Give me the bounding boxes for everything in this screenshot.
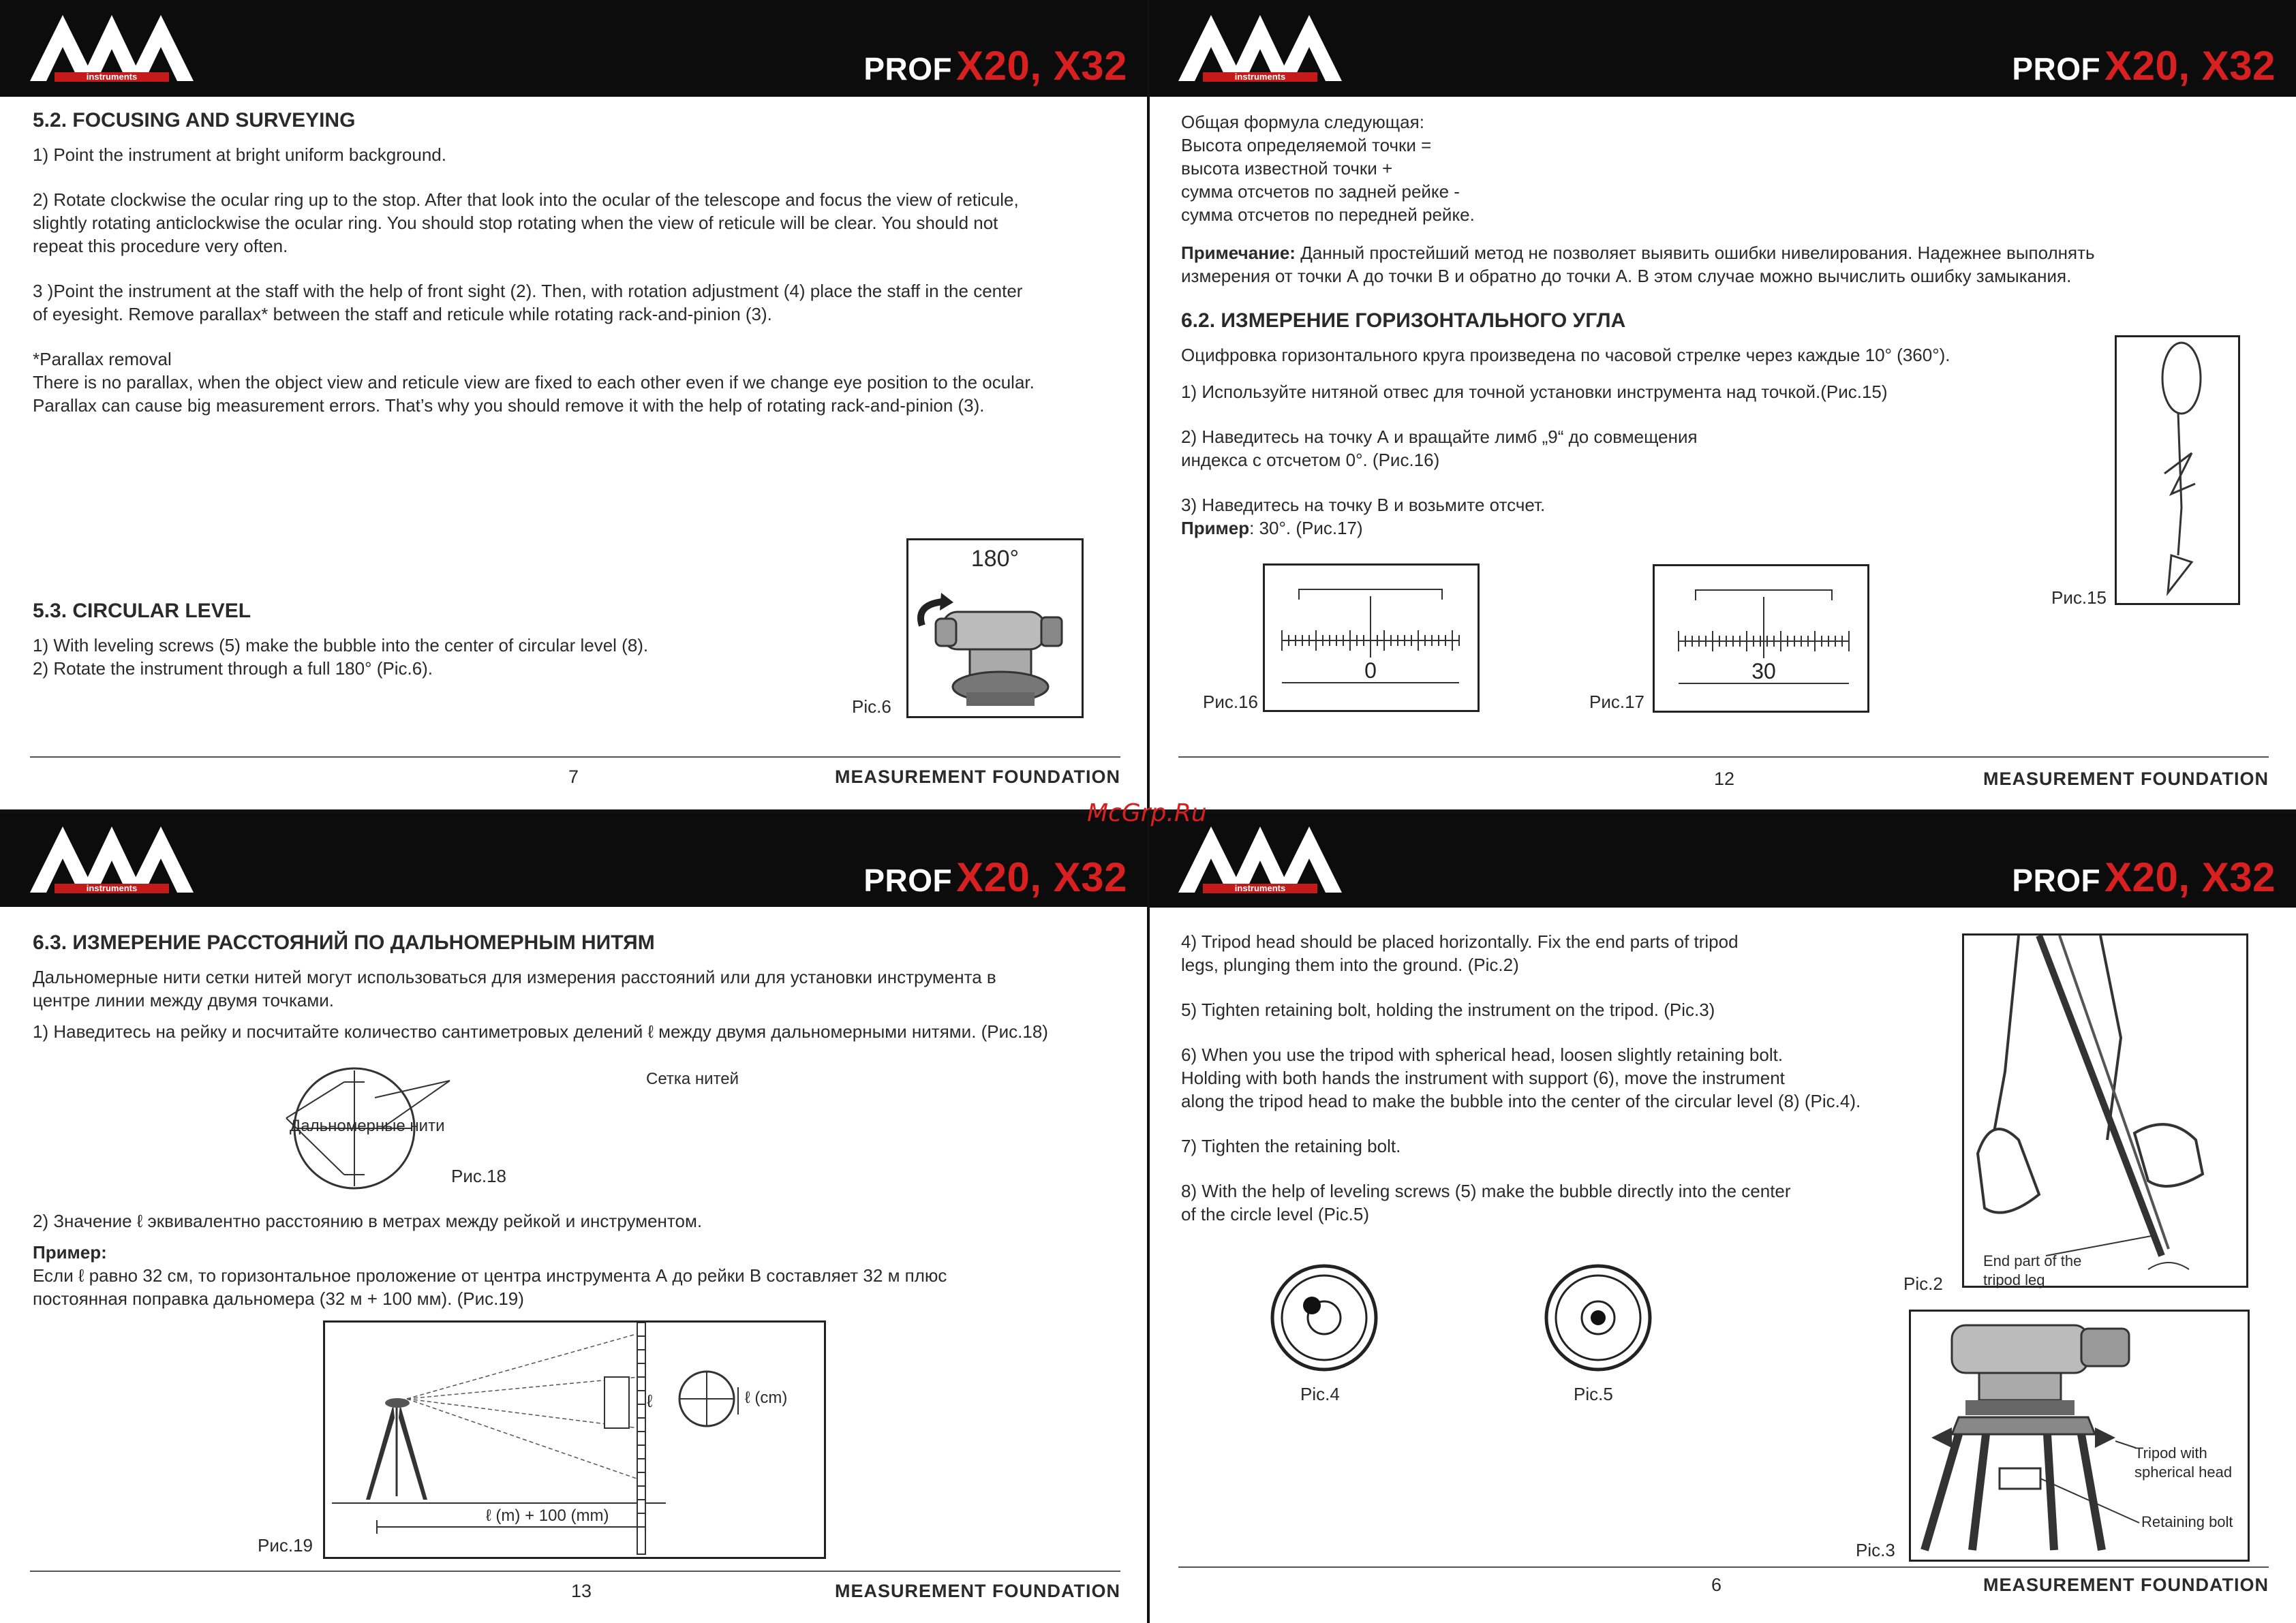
centimeter-label: ℓ (cm) (745, 1389, 788, 1407)
figure-caption: Pic.2 (1903, 1273, 1943, 1294)
page-header (1148, 0, 2296, 97)
example-line: Пример: 30°. (Рис.17) (1181, 518, 1363, 538)
pic2-tripod-leg-figure (1962, 933, 2248, 1288)
pic5-bubble-centered-icon (1544, 1263, 1653, 1372)
manual-page-6 (1148, 812, 2296, 1623)
svg-text:30: 30 (1751, 659, 1776, 683)
footer-divider (1178, 756, 2269, 758)
page-body (33, 109, 1123, 439)
ada-logo (30, 821, 194, 900)
paragraph: 7) Tighten the retaining bolt. (1181, 1136, 1401, 1156)
paragraph: 3) Наведитесь на точку В и возьмите отсчет. (1181, 495, 1546, 515)
manual-page-12 (1148, 0, 2296, 812)
figure-caption: Рис.18 (451, 1166, 507, 1186)
paragraph: 3 )Point the instrument at the staff with the help of front sight (2). Then, with rotation adjustment (4) place the staff in the center of eyesight. Remove parallax* between the staff and reticule while rotating rack-and-pinion (3). (33, 281, 1023, 324)
leg-in-ground-icon (1964, 936, 2246, 1286)
model-title: PROF X20, X32 (2012, 854, 2276, 900)
footer-divider (1178, 1566, 2269, 1568)
paragraph: 1) With leveling screws (5) make the bubble into the center of circular level (8). (33, 635, 649, 655)
paragraph: 4) Tripod head should be placed horizontally. Fix the end parts of tripod legs, plunging them into the ground. (Pic.2) (1181, 931, 1739, 975)
level-instrument-icon (908, 578, 1082, 714)
paragraph: 2) Значение ℓ эквивалентно расстоянию в метрах между рейкой и инструментом. (33, 1211, 703, 1231)
svg-text:0: 0 (1364, 658, 1377, 683)
figure-caption: Pic.3 (1856, 1540, 1895, 1560)
manual-page-7 (0, 0, 1148, 812)
section-heading: 6.3. ИЗМЕРЕНИЕ РАССТОЯНИЙ ПО ДАЛЬНОМЕРНЫМ НИТЯМ (33, 931, 655, 954)
scale-reading-zero (1265, 566, 1478, 710)
ada-logo (1178, 10, 1342, 89)
retaining-bolt-label: Retaining bolt (2141, 1513, 2233, 1530)
watermark-text: McGrp.Ru (1087, 799, 1207, 827)
figure-caption: Pic.5 (1574, 1384, 1613, 1404)
section-heading: 5.3. CIRCULAR LEVEL (33, 600, 251, 622)
svg-text:instruments: instruments (1234, 72, 1286, 82)
paragraph: 8) With the help of leveling screws (5) make the bubble directly into the center of the circle level (Pic.5) (1181, 1181, 1791, 1224)
page-number: 7 (568, 767, 579, 787)
reticle-grid-label: Сетка нитей (646, 1070, 739, 1088)
footer-brand-text: MEASUREMENT FOUNDATION (835, 1581, 1120, 1601)
paragraph: Оцифровка горизонтального круга произведена по часовой стрелке через каждые 10° (360°). (1181, 345, 1950, 365)
page-body (1181, 110, 2271, 540)
footer-divider (30, 756, 1120, 758)
paragraph: 6) When you use the tripod with spherical head, loosen slightly retaining bolt. Holding with both hands the instrument with support (6), move the instrument along the tripod head to make the bubble into the center of the circular level (8) (Pic.4). (1181, 1045, 1861, 1111)
page-number: 13 (571, 1581, 592, 1601)
footer-divider (30, 1571, 1120, 1572)
paragraph: 2) Rotate clockwise the ocular ring up to the stop. After that look into the ocular of the telescope and focus the view of reticule, slightly rotating anticlockwise the ocular ring. You should stop rotating when the view of reticule will be clear. You should not repeat this procedure very often. (33, 189, 1019, 256)
paragraph: 1) Используйте нитяной отвес для точной установки инструмента над точкой.(Рис.15) (1181, 382, 1888, 402)
pic4-bubble-offset-icon (1270, 1263, 1379, 1372)
paragraph: 1) Наведитесь на рейку и посчитайте количество сантиметровых делений ℓ между двумя дальномерными нитями. (Рис.18) (33, 1021, 1048, 1042)
figure-caption: Pic.6 (852, 696, 891, 717)
figure-caption: Рис.15 (2051, 587, 2107, 608)
page-body (33, 931, 1123, 1043)
section-heading: 6.2. ИЗМЕРЕНИЕ ГОРИЗОНТАЛЬНОГО УГЛА (1181, 309, 1626, 332)
pic6-figure (906, 538, 1084, 718)
footer-brand-text: MEASUREMENT FOUNDATION (1983, 1575, 2269, 1595)
figure-caption: Рис.16 (1203, 692, 1259, 712)
svg-text:instruments: instruments (1234, 883, 1286, 893)
paragraph: Дальномерные нити сетки нитей могут использоваться для измерения расстояний или для установки инструмента в центре линии между двумя точками. (33, 967, 996, 1010)
manual-page-13 (0, 812, 1148, 1623)
plumb-bob-icon (2117, 337, 2238, 603)
paragraph: *Parallax removal There is no parallax, when the object view and reticule view are fixed to each other even if we change eye position to the ocular. Parallax can cause big measurement errors. That’s why you should remove it with the help of rotating rack-and-pinion (3). (33, 349, 1035, 416)
paragraph: 2) Наведитесь на точку А и вращайте лимб „9“ до совмещения индекса с отсчетом 0°. (Рис.16) (1181, 427, 1698, 470)
paragraph: 5) Tighten retaining bolt, holding the instrument on the tripod. (Pic.3) (1181, 1000, 1715, 1020)
svg-text:instruments: instruments (86, 883, 138, 893)
rotation-label: 180° (970, 546, 1020, 572)
page-header (1148, 812, 2296, 908)
circular-level-section (33, 600, 648, 680)
model-title: PROF X20, X32 (2012, 43, 2276, 89)
model-title: PROF X20, X32 (863, 854, 1127, 900)
page-body (1181, 930, 1931, 1248)
leg-end-label: End part of the tripod leg (1983, 1252, 2082, 1288)
pic17-scale-figure (1653, 564, 1869, 713)
pic15-plumb-figure (2115, 335, 2240, 605)
pic16-scale-figure (1263, 563, 1480, 712)
l-symbol-label: ℓ (647, 1391, 653, 1411)
paragraph: 1) Point the instrument at bright uniform background. (33, 144, 446, 165)
ada-logo (30, 10, 194, 89)
section-heading: 5.2. FOCUSING AND SURVEYING (33, 109, 356, 132)
scale-reading-thirty (1655, 566, 1867, 711)
footer-brand-text: MEASUREMENT FOUNDATION (1983, 769, 2269, 789)
formula-block: Общая формула следующая: Высота определяемой точки = высота известной точки + сумма отсчетов по задней рейке - сумма отсчетов по передней рейке. (1181, 112, 1475, 225)
pic3-tripod-head-figure (1909, 1310, 2250, 1562)
page-header (0, 0, 1148, 97)
paragraph: 2) Rotate the instrument through a full 180° (Pic.6). (33, 658, 433, 679)
page-number: 6 (1711, 1575, 1722, 1595)
tripod-head-label: Tripod with spherical head (2134, 1444, 2233, 1481)
pic19-distance-figure (323, 1320, 826, 1559)
figure-caption: Рис.19 (258, 1535, 313, 1556)
figure-caption: Рис.17 (1589, 692, 1645, 712)
page-number: 12 (1714, 769, 1735, 789)
example-block: Пример: Если ℓ равно 32 см, то горизонтальное проложение от центра инструмента А до рейки В составляет 32 м плюс постоянная поправка дальномера (32 м + 100 мм). (Рис.19) (33, 1242, 947, 1309)
note-paragraph: Примечание: Данный простейший метод не позволяет выявить ошибки нивелирования. Надежнее выполнять измерения от точки А до точки В и обратно до точки А. В этом случае можно вычислить ошибку замыкания. (1181, 243, 2095, 286)
figure-caption: Pic.4 (1300, 1384, 1340, 1404)
svg-text:instruments: instruments (86, 72, 138, 82)
page-header (0, 812, 1148, 907)
ada-logo (1178, 821, 1342, 900)
stadia-threads-label: Дальномерные нити (290, 1117, 445, 1135)
model-title: PROF X20, X32 (863, 43, 1127, 89)
page-body-lower (33, 1209, 1123, 1310)
footer-brand-text: MEASUREMENT FOUNDATION (835, 767, 1120, 787)
distance-label: ℓ (m) + 100 (mm) (486, 1506, 609, 1525)
